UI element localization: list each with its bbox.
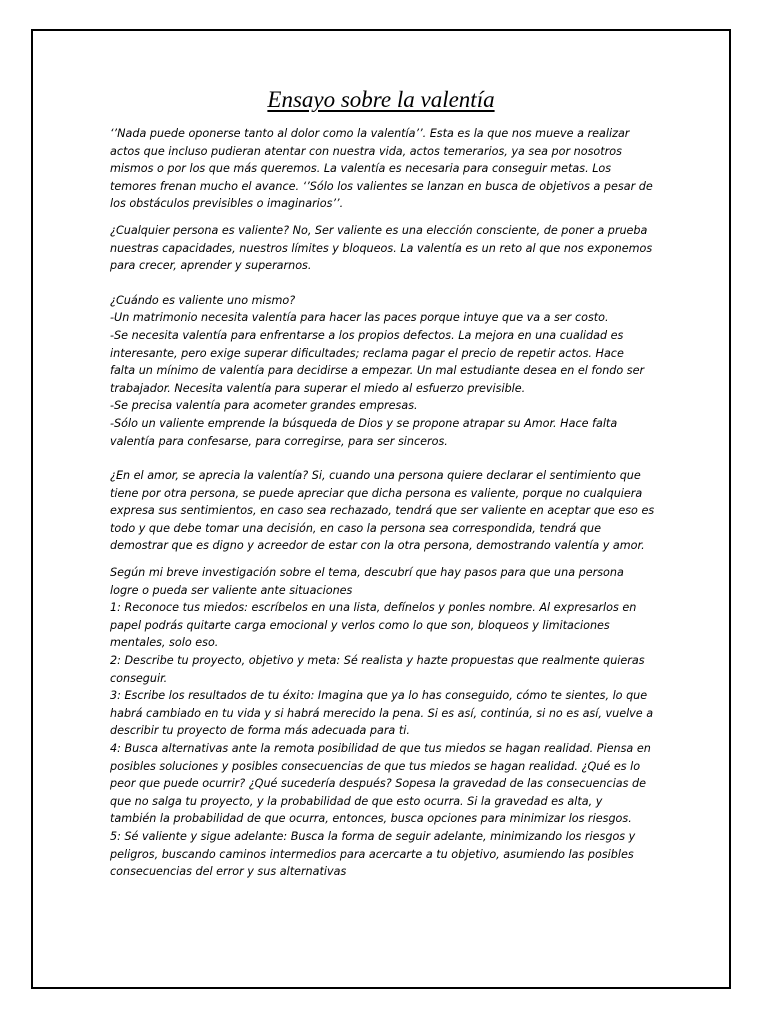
text-line: actos que incluso pudieran atentar con nuestra vida, actos temerarios, ya sea por nosotros [110, 144, 622, 158]
text-line: papel podrás quitarte carga emocional y verlos como lo que son, bloqueos y limitaciones [110, 618, 610, 632]
text-line: describir tu proyecto de forma más adecuada para ti. [110, 724, 410, 738]
text-line: posibles soluciones y posibles consecuencias de que tus miedos se hagan realidad. ¿Qué es lo [110, 759, 641, 773]
text-line: Según mi breve investigación sobre el tema, descubrí que hay pasos para que una persona [110, 566, 624, 580]
text-line: nuestras capacidades, nuestros límites y bloqueos. La valentía es un reto al que nos exponemos [110, 241, 653, 255]
text-line: mentales, solo eso. [110, 636, 219, 650]
paragraph-cualquier-persona [110, 222, 665, 275]
text-line: falta un mínimo de valentía para decidirse a empezar. Un mal estudiante desea en el fondo ser [110, 364, 645, 378]
text-line: 5: Sé valiente y sigue adelante: Busca la forma de seguir adelante, minimizando los riesgos y [110, 829, 636, 843]
document-title: Ensayo sobre la valentía [267, 87, 495, 112]
text-line: temores frenan mucho el avance. ‘’Sólo los valientes se lanzan en busca de objetivos a pesar de [110, 179, 653, 193]
text-line: -Sólo un valiente emprende la búsqueda de Dios y se propone atrapar su Amor. Hace falta [110, 416, 618, 430]
text-line: todo y que debe tomar una decisión, en caso la persona sea correspondida, tendrá que [110, 521, 601, 535]
paragraph-pasos [110, 564, 665, 881]
text-line: peligros, buscando caminos intermedios para acercarte a tu objetivo, asumiendo las posibles [110, 847, 634, 861]
text-line: también la probabilidad de que ocurra, entonces, busca opciones para minimizar los riesgos. [110, 812, 632, 826]
text-line: que no salga tu proyecto, y la probabilidad de que esto ocurra. Si la gravedad es alta, y [110, 794, 603, 808]
text-line: demostrar que es digno y acreedor de estar con la otra persona, demostrando valentía y amor. [110, 539, 645, 553]
text-line: -Se necesita valentía para enfrentarse a los propios defectos. La mejora en una cualidad es [110, 328, 624, 342]
paragraph-intro [110, 125, 665, 213]
text-line: para crecer, aprender y superarnos. [110, 259, 312, 273]
paragraph-amor [110, 467, 665, 555]
document-body [110, 125, 665, 881]
text-line: 3: Escribe los resultados de tu éxito: Imagina que ya lo has conseguido, cómo te sientes, lo que [110, 689, 648, 703]
text-line: peor que puede ocurrir? ¿Qué sucedería después? Sopesa la gravedad de las consecuencias de [110, 777, 647, 791]
text-line: conseguir. [110, 671, 168, 685]
document-page [31, 29, 731, 989]
text-line: valentía para confesarse, para corregirse, para ser sinceros. [110, 434, 448, 448]
text-line: los obstáculos previsibles o imaginarios’’. [110, 197, 344, 211]
text-line: ¿En el amor, se aprecia la valentía? Si, cuando una persona quiere declarar el sentimiento que [110, 469, 641, 483]
text-line: -Se precisa valentía para acometer grandes empresas. [110, 399, 418, 413]
text-line: habrá cambiado en tu vida y si habrá merecido la pena. Si es así, continúa, si no es así, vuelve a [110, 706, 654, 720]
text-line: interesante, pero exige superar dificultades; reclama pagar el precio de repetir actos. Hace [110, 346, 624, 360]
text-line: 2: Describe tu proyecto, objetivo y meta: Sé realista y hazte propuestas que realmente quieras [110, 654, 645, 668]
text-line: mismos o por los que más queremos. La valentía es necesaria para conseguir metas. Los [110, 162, 612, 176]
text-line: consecuencias del error y sus alternativas [110, 865, 347, 879]
text-line: ‘’Nada puede oponerse tanto al dolor como la valentía’’. Esta es la que nos mueve a realizar [110, 127, 630, 140]
text-line: trabajador. Necesita valentía para superar el miedo al esfuerzo previsible. [110, 381, 526, 395]
text-line: -Un matrimonio necesita valentía para hacer las paces porque intuye que va a ser costo. [110, 311, 609, 325]
text-line: tiene por otra persona, se puede apreciar que dicha persona es valiente, porque no cualquiera [110, 486, 643, 500]
text-line: 1: Reconoce tus miedos: escríbelos en una lista, defínelos y ponles nombre. Al expresarlos en [110, 601, 637, 615]
text-line: expresa sus sentimientos, en caso sea rechazado, tendrá que ser valiente en aceptar que eso es [110, 504, 655, 518]
text-line: ¿Cualquier persona es valiente? No, Ser valiente es una elección consciente, de poner a prueba [110, 223, 648, 237]
paragraph-cuando-valiente [110, 292, 665, 450]
text-line: logre o pueda ser valiente ante situaciones [110, 583, 353, 597]
text-line: 4: Busca alternativas ante la remota posibilidad de que tus miedos se hagan realidad. Piensa en [110, 742, 651, 755]
text-line: ¿Cuándo es valiente uno mismo? [110, 293, 296, 307]
